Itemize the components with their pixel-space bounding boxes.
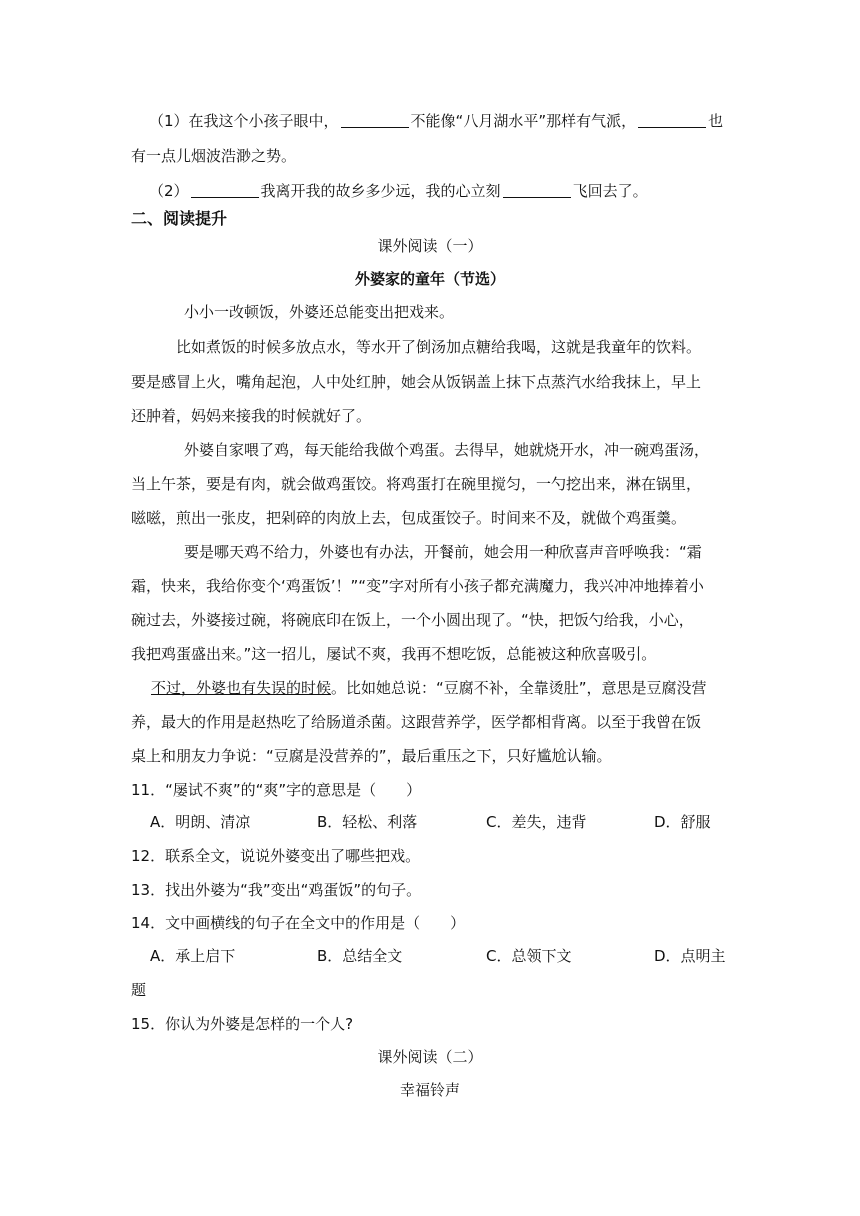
- section-title: 二、阅读提升: [131, 209, 228, 228]
- q14-option-d[interactable]: D．点明主: [654, 947, 726, 965]
- answer-blank[interactable]: [638, 113, 706, 128]
- paragraph-1: 小小一改顿饭，外婆还总能变出把戏来。: [184, 303, 455, 321]
- paragraph-2-line3: 还肿着，妈妈来接我的时候就好了。: [131, 407, 372, 425]
- fill-question-1-line2: 有一点儿烟波浩渺之势。: [131, 147, 297, 165]
- fill-q2-text-b: 我离开我的故乡多少远，我的心立刻: [260, 182, 501, 200]
- reading2-heading: 课外阅读（二）: [377, 1048, 483, 1066]
- paragraph-3-line2: 当上午茶，要是有肉，就会做鸡蛋饺。将鸡蛋打在碗里搅匀，一勺挖出来，淋在锅里，: [131, 475, 702, 493]
- q14-option-c[interactable]: C．总领下文: [486, 947, 572, 965]
- question-15: 15．你认为外婆是怎样的一个人?: [131, 1015, 354, 1033]
- paragraph-5-rest: 。比如她总说：“豆腐不补，全靠烫肚”，意思是豆腐没营: [331, 679, 707, 697]
- answer-blank[interactable]: [341, 113, 409, 128]
- q14-option-a[interactable]: A．承上启下: [150, 947, 236, 965]
- fill-q2-text-a: （2）: [149, 182, 189, 200]
- paragraph-4-line3: 碗过去，外婆接过碗，将碗底印在饭上，一个小圆出现了。“快，把饭勺给我，小心，: [131, 611, 694, 629]
- paragraph-2-line1: 比如煮饭的时候多放点水，等水开了倒汤加点糖给我喝，这就是我童年的饮料。: [176, 338, 702, 356]
- question-11: 11．“屡试不爽”的“爽”字的意思是（ ）: [131, 781, 422, 799]
- fill-question-2: [149, 181, 648, 201]
- paragraph-5-line3: 桌上和朋友力争说：“豆腐是没营养的”，最后重压之下，只好尴尬认输。: [131, 747, 612, 765]
- question-12: 12．联系全文，说说外婆变出了哪些把戏。: [131, 847, 421, 865]
- reading2-title: 幸福铃声: [399, 1081, 460, 1099]
- fill-q1-text-b: 不能像“八月湖水平”那样有气派，: [410, 112, 637, 130]
- q11-option-b[interactable]: B．轻松、利落: [317, 813, 418, 831]
- q14-option-b[interactable]: B．总结全文: [317, 947, 403, 965]
- fill-q1-text-a: （1）在我这个小孩子眼中，: [149, 112, 339, 130]
- q11-option-d[interactable]: D．舒服: [654, 813, 711, 831]
- reading1-heading: 课外阅读（一）: [377, 237, 483, 255]
- reading1-title: 外婆家的童年（节选）: [354, 270, 505, 288]
- fill-q1-text-c: 也: [708, 112, 724, 130]
- q11-option-a[interactable]: A．明朗、清凉: [150, 813, 251, 831]
- fill-question-1-line1: [149, 111, 723, 131]
- question-13: 13．找出外婆为“我”变出“鸡蛋饭”的句子。: [131, 881, 422, 899]
- paragraph-4-line2: 霜，快来，我给你变个‘鸡蛋饭’！”“变”字对所有小孩子都充满魔力，我兴冲冲地捧着小: [131, 577, 704, 595]
- q11-option-c[interactable]: C．差失，违背: [486, 813, 587, 831]
- paragraph-3-line1: 外婆自家喂了鸡，每天能给我做个鸡蛋。去得早，她就烧开水，冲一碗鸡蛋汤，: [184, 441, 710, 459]
- paragraph-4-line4: 我把鸡蛋盛出来。”这一招儿，屡试不爽，我再不想吃饭，总能被这种欣喜吸引。: [131, 645, 657, 663]
- answer-blank[interactable]: [503, 183, 571, 198]
- paragraph-4-line1: 要是哪天鸡不给力，外婆也有办法，开餐前，她会用一种欣喜声音呼唤我：“霜: [184, 543, 702, 561]
- question-14: 14．文中画横线的句子在全文中的作用是（ ）: [131, 914, 466, 932]
- underlined-sentence: 不过，外婆也有失误的时候: [151, 679, 332, 697]
- fill-q2-text-c: 飞回去了。: [572, 182, 648, 200]
- paragraph-3-line3: 嗞嗞，煎出一张皮，把剁碎的肉放上去，包成蛋饺子。时间来不及，就做个鸡蛋羹。: [131, 509, 687, 527]
- paragraph-5-line2: 养，最大的作用是赵热吃了给肠道杀菌。这跟营养学，医学都相背离。以至于我曾在饭: [131, 713, 702, 731]
- answer-blank[interactable]: [191, 183, 259, 198]
- paragraph-2-line2: 要是感冒上火，嘴角起泡，人中处红肿，她会从饭锅盖上抹下点蒸汽水给我抹上，早上: [131, 373, 702, 391]
- q14-option-d-wrap: 题: [131, 981, 147, 999]
- paragraph-5-line1: [151, 678, 707, 698]
